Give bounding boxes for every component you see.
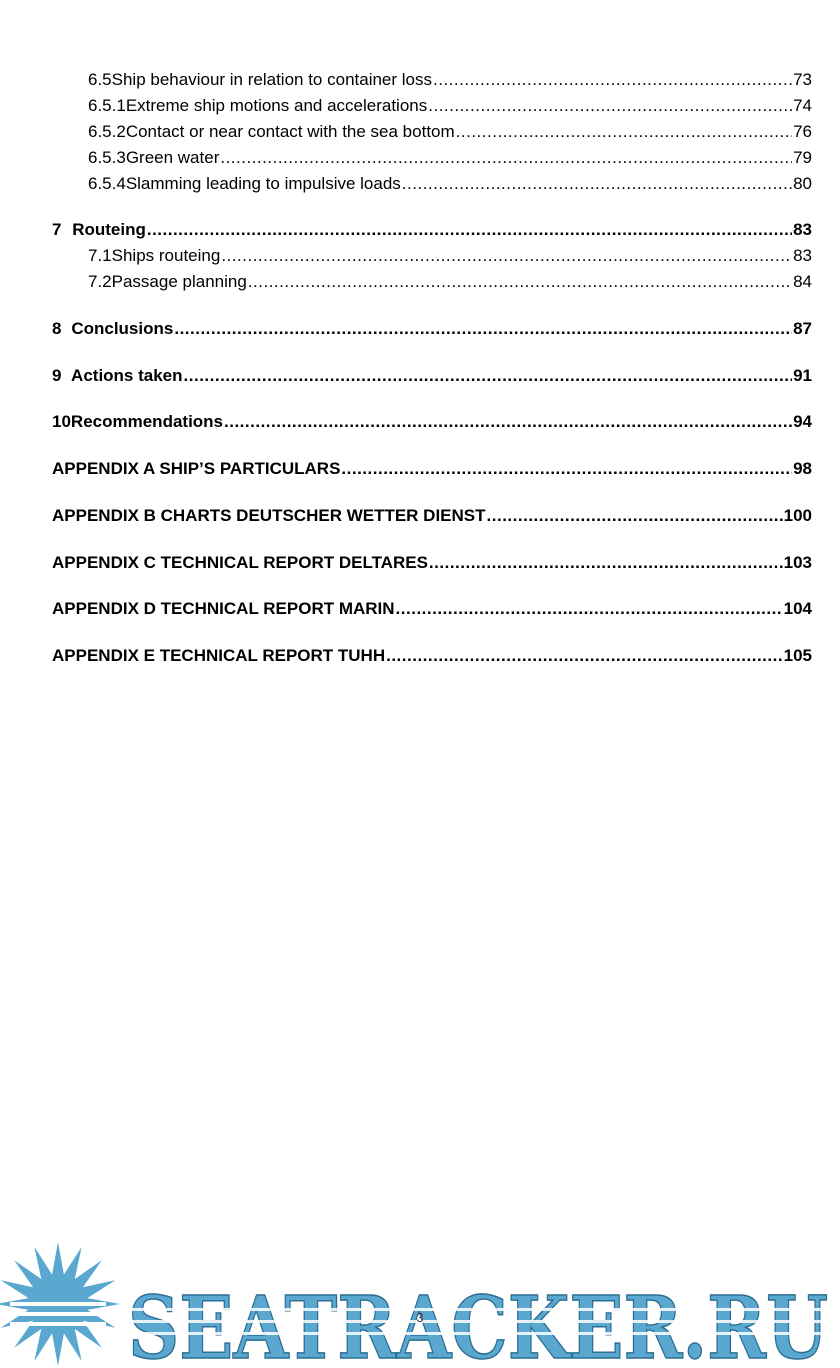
toc-leader (402, 173, 792, 195)
toc-entry-appendix-b[interactable] (52, 505, 812, 527)
toc-entry-7-2[interactable] (88, 271, 812, 293)
toc-page: 74 (793, 96, 812, 115)
toc-leader (433, 69, 792, 91)
toc-number: 7.2 (88, 272, 112, 291)
toc-title: Contact or near contact with the sea bottom (125, 122, 455, 141)
toc-title: APPENDIX E TECHNICAL REPORT TUHH (52, 646, 386, 665)
toc-leader (429, 552, 783, 574)
toc-leader (224, 411, 792, 433)
toc-leader (341, 458, 792, 480)
toc-leader (456, 121, 792, 143)
toc-page: 104 (783, 599, 812, 618)
toc-page: 91 (793, 366, 812, 385)
toc-leader (174, 318, 792, 340)
toc-entry-6-5-3[interactable] (88, 147, 812, 169)
toc-page: 80 (793, 174, 812, 193)
toc-entry-7-1[interactable] (88, 245, 812, 267)
toc-title: Ships routeing (111, 246, 221, 265)
toc-entry-appendix-d[interactable] (52, 598, 812, 620)
toc-page: 98 (793, 459, 812, 478)
toc-entry-9[interactable] (52, 365, 812, 387)
toc-title: Actions taken (71, 366, 183, 385)
toc-number: 7 (52, 220, 62, 239)
toc-leader (220, 147, 792, 169)
toc-title: Green water (125, 148, 220, 167)
toc-leader (386, 645, 783, 667)
toc-number: 7.1 (88, 246, 112, 265)
toc-title: Conclusions (71, 319, 174, 338)
toc-page: 76 (793, 122, 812, 141)
toc-number: 6.5.1 (88, 96, 126, 115)
toc-title: Passage planning (111, 272, 247, 291)
toc-title: Routeing (72, 220, 146, 239)
toc-entry-appendix-e[interactable] (52, 645, 812, 667)
toc-entry-7[interactable] (52, 219, 812, 241)
toc-title: Recommendations (70, 412, 224, 431)
toc-title: Slamming leading to impulsive loads (125, 174, 401, 193)
toc-title: APPENDIX C TECHNICAL REPORT DELTARES (52, 553, 428, 572)
page-number: 3 (416, 1310, 424, 1325)
toc-title: APPENDIX A SHIP’S PARTICULARS (52, 459, 341, 478)
toc-entry-appendix-a[interactable] (52, 458, 812, 480)
toc-title: APPENDIX B CHARTS DEUTSCHER WETTER DIENST (52, 506, 486, 525)
toc-title: Extreme ship motions and accelerations (125, 96, 428, 115)
toc-entry-appendix-c[interactable] (52, 552, 812, 574)
toc-page: 83 (793, 220, 812, 239)
toc-entry-10[interactable] (52, 411, 812, 433)
toc-number: 8 (52, 319, 62, 338)
toc-number: 6.5.3 (88, 148, 126, 167)
toc-entry-6-5-1[interactable] (88, 95, 812, 117)
toc-title: Ship behaviour in relation to container loss (111, 70, 433, 89)
toc-entry-6-5-2[interactable] (88, 121, 812, 143)
seatracker-watermark (0, 1238, 840, 1368)
toc-page: 103 (783, 553, 812, 572)
sun-icon (0, 1242, 120, 1366)
toc-number: 10 (52, 412, 71, 431)
toc-entry-6-5[interactable] (88, 69, 812, 91)
toc-leader (396, 598, 783, 620)
toc-page: 79 (793, 148, 812, 167)
toc-number: 6.5.2 (88, 122, 126, 141)
toc-number: 6.5 (88, 70, 112, 89)
toc-number: 9 (52, 366, 62, 385)
toc-page: 84 (793, 272, 812, 291)
toc-leader (221, 245, 792, 267)
toc-entry-8[interactable] (52, 318, 812, 340)
toc-page: 83 (793, 246, 812, 265)
toc-entry-6-5-4[interactable] (88, 173, 812, 195)
toc-leader (184, 365, 793, 387)
toc-leader (487, 505, 783, 527)
toc-page: 100 (783, 506, 812, 525)
toc-page: 73 (793, 70, 812, 89)
toc-page: 105 (783, 646, 812, 665)
toc-title: APPENDIX D TECHNICAL REPORT MARIN (52, 599, 395, 618)
toc-page: 94 (793, 412, 812, 431)
toc-page: 87 (793, 319, 812, 338)
toc-leader (428, 95, 792, 117)
toc-leader (147, 219, 792, 241)
toc-number: 6.5.4 (88, 174, 126, 193)
toc-leader (248, 271, 792, 293)
